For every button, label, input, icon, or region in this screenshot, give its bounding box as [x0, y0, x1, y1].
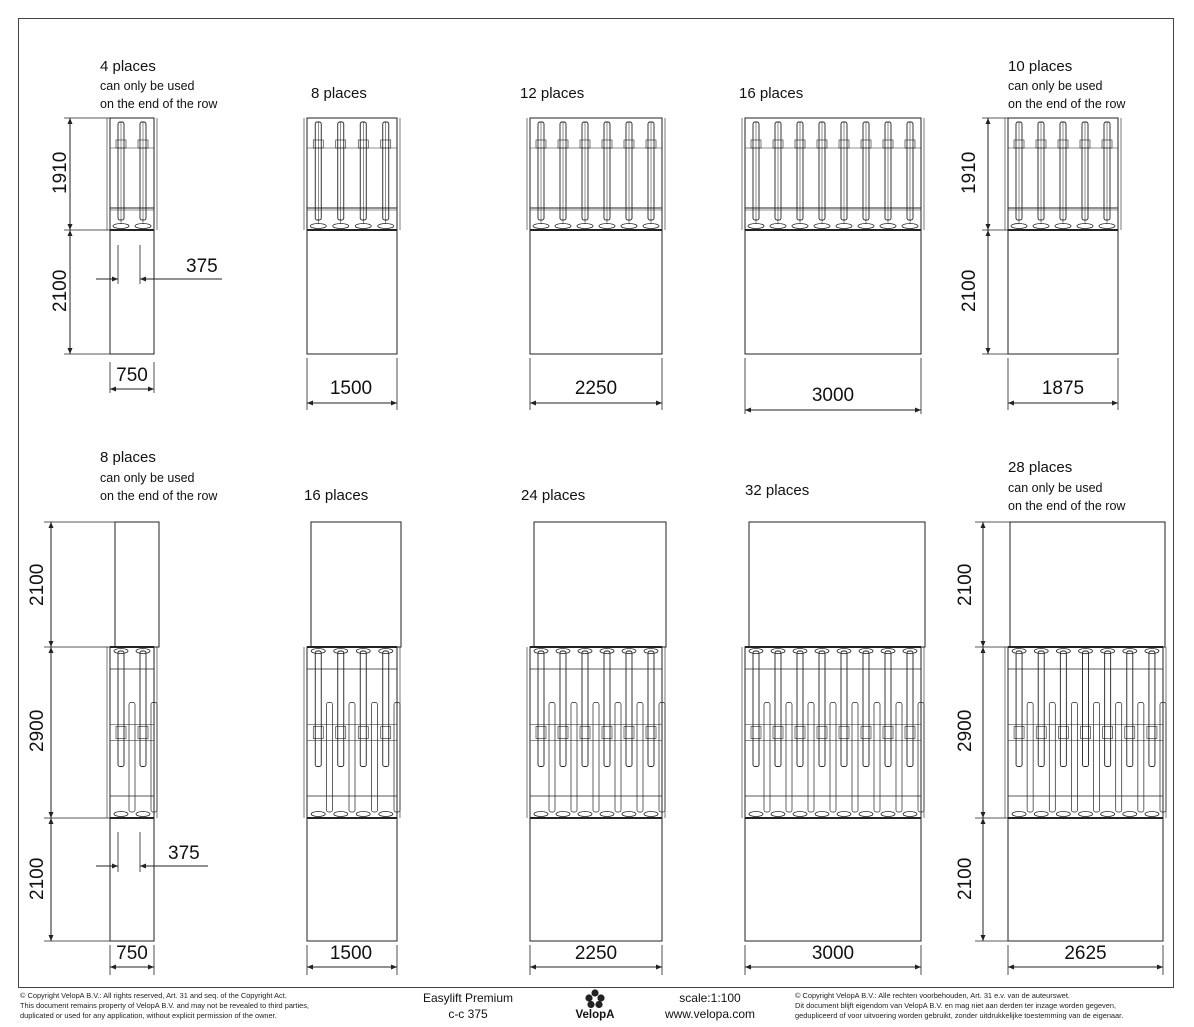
- bottom-3-width: 2250: [574, 943, 618, 964]
- arrowhead: [745, 965, 751, 970]
- bike-clamp: [580, 727, 590, 739]
- bike-clamp: [1147, 727, 1157, 739]
- bike-clamp: [1058, 727, 1068, 739]
- top-3-title: 12 places: [520, 85, 585, 102]
- bottom-5-height-2100-top: 2100: [955, 563, 976, 606]
- wheel-holder: [771, 812, 785, 817]
- bike-lift-arm-lower: [1071, 703, 1077, 813]
- wheel-holder: [533, 224, 549, 229]
- wheel-holder: [379, 812, 393, 817]
- bike-lift-arm-lower: [764, 703, 770, 813]
- bike-lift-arm-upper: [1083, 651, 1089, 767]
- rack-outline: [307, 647, 397, 818]
- arrowhead: [148, 387, 154, 392]
- wheel-holder: [792, 224, 808, 229]
- bike-lift-arm-upper: [315, 651, 321, 767]
- bike-lift-arm-lower: [1049, 703, 1055, 813]
- top-5-width: 1875: [1041, 378, 1085, 399]
- wheel-holder: [555, 224, 571, 229]
- bike-clamp: [839, 727, 849, 739]
- wheel-holder: [880, 224, 896, 229]
- arrowhead: [307, 965, 313, 970]
- arrowhead: [49, 812, 54, 818]
- bike-lift-arm-lower: [1138, 703, 1144, 813]
- bike-clamp: [773, 727, 783, 739]
- bottom-1-height-2100-top: 2100: [27, 563, 48, 606]
- wheel-holder: [858, 224, 874, 229]
- arrowhead: [1008, 965, 1014, 970]
- arrowhead: [391, 401, 397, 406]
- copyright-en-line-3: duplicated or used for any application, without explicit permission of the owner.: [20, 1011, 277, 1020]
- bike-clamp: [817, 727, 827, 739]
- bike-lift-arm-lower: [327, 703, 333, 813]
- top-1-cc-dimension: 375: [186, 256, 218, 277]
- copyright-nl-line-2: Dit document blijft eigendom van VelopA B.V. en mag niet aan derden ter inzage worden gegeven,: [795, 1001, 1117, 1010]
- bike-lift-arm-upper: [907, 651, 913, 767]
- bike-lift-arm-upper: [360, 651, 366, 767]
- aisle-space: [749, 522, 925, 647]
- arrowhead: [915, 965, 921, 970]
- arrowhead: [981, 818, 986, 824]
- arrowhead: [1157, 965, 1163, 970]
- bike-lift-arm-upper: [1105, 651, 1111, 767]
- wheel-holder: [114, 812, 128, 817]
- copyright-en-line-2: This document remains property of VelopA B.V. and may not be revealed to third parties,: [20, 1001, 309, 1010]
- top-5-note-2: on the end of the row: [1008, 97, 1126, 111]
- bike-lift-arm-upper: [841, 651, 847, 767]
- bike-lift-arm-upper: [1127, 651, 1133, 767]
- bike-lift-arm-lower: [1094, 703, 1100, 813]
- bike-lift-arm-lower: [549, 703, 555, 813]
- bottom-1-note-2: on the end of the row: [100, 489, 218, 503]
- arrowhead: [391, 965, 397, 970]
- wheel-holder: [599, 224, 615, 229]
- wheel-holder: [378, 224, 394, 229]
- bottom-5-height-2100-bottom: 2100: [955, 857, 976, 900]
- top-1-note-2: on the end of the row: [100, 97, 218, 111]
- velopa-logo: [570, 988, 620, 1024]
- top-1-height-2100: 2100: [50, 269, 71, 312]
- aisle-space: [745, 230, 921, 354]
- arrowhead: [307, 401, 313, 406]
- bottom-5-title: 28 places: [1008, 459, 1073, 476]
- aisle-space: [307, 230, 397, 354]
- bottom-5-width: 2625: [1064, 943, 1107, 964]
- bike-lift-arm-upper: [1038, 651, 1044, 767]
- wheel-holder: [902, 224, 918, 229]
- bike-lift-arm-upper: [604, 651, 610, 767]
- arrowhead: [140, 864, 146, 869]
- wheel-holder: [903, 812, 917, 817]
- bottom-3-title: 24 places: [521, 487, 586, 504]
- wheel-holder: [135, 224, 151, 229]
- bike-lift-arm-lower: [571, 703, 577, 813]
- bottom-1-note-1: can only be used: [100, 471, 195, 485]
- wheel-holder: [577, 224, 593, 229]
- bottom-5-note-2: on the end of the row: [1008, 499, 1126, 513]
- bike-clamp: [116, 727, 126, 739]
- bottom-1-title: 8 places: [100, 449, 156, 466]
- wheel-holder: [622, 812, 636, 817]
- arrowhead: [656, 965, 662, 970]
- arrowhead: [68, 230, 73, 236]
- bike-lift-arm-lower: [1116, 703, 1122, 813]
- aisle-space: [1008, 818, 1163, 941]
- top-1-note-1: can only be used: [100, 79, 195, 93]
- flower-icon: [570, 988, 620, 1010]
- bike-clamp: [861, 727, 871, 739]
- top-4-title: 16 places: [739, 85, 804, 102]
- wheel-holder: [859, 812, 873, 817]
- bike-lift-arm-lower: [808, 703, 814, 813]
- arrowhead: [986, 230, 991, 236]
- aisle-space: [745, 818, 921, 941]
- bike-clamp: [1081, 727, 1091, 739]
- bike-clamp: [138, 727, 148, 739]
- arrowhead: [148, 965, 154, 970]
- bike-lift-arm-lower: [896, 703, 902, 813]
- arrowhead: [745, 408, 751, 413]
- wheel-holder: [311, 812, 325, 817]
- rack-outline: [307, 118, 397, 230]
- bike-clamp: [558, 727, 568, 739]
- wheel-holder: [1011, 224, 1027, 229]
- bike-clamp: [336, 727, 346, 739]
- bike-lift-arm-upper: [1060, 651, 1066, 767]
- bike-lift-arm-lower: [615, 703, 621, 813]
- wheel-holder: [749, 812, 763, 817]
- arrowhead: [986, 118, 991, 124]
- arrowhead: [530, 965, 536, 970]
- arrowhead: [1112, 401, 1118, 406]
- wheel-holder: [556, 812, 570, 817]
- aisle-space: [110, 230, 154, 354]
- arrowhead: [981, 522, 986, 528]
- bike-lift-arm-upper: [582, 651, 588, 767]
- bike-lift-arm-upper: [1149, 651, 1155, 767]
- arrowhead: [981, 812, 986, 818]
- wheel-holder: [814, 224, 830, 229]
- bike-clamp: [1036, 727, 1046, 739]
- bike-lift-arm-upper: [383, 651, 389, 767]
- wheel-holder: [356, 812, 370, 817]
- bike-lift-arm-upper: [753, 651, 759, 767]
- wheel-holder: [621, 224, 637, 229]
- bottom-2-width: 1500: [329, 943, 373, 964]
- arrowhead: [49, 647, 54, 653]
- bike-lift-arm-upper: [863, 651, 869, 767]
- bike-clamp: [313, 727, 323, 739]
- bike-lift-arm-lower: [372, 703, 378, 813]
- aisle-space: [115, 522, 159, 647]
- bottom-1-width: 750: [116, 943, 148, 964]
- wheel-holder: [837, 812, 851, 817]
- rack-outline: [530, 647, 662, 818]
- bike-lift-arm-upper: [775, 651, 781, 767]
- wheel-holder: [1056, 812, 1070, 817]
- top-2-title: 8 places: [311, 85, 367, 102]
- arrowhead: [68, 348, 73, 354]
- top-2-width: 1500: [329, 378, 373, 399]
- arrowhead: [986, 224, 991, 230]
- bike-lift-arm-upper: [560, 651, 566, 767]
- wheel-holder: [815, 812, 829, 817]
- bike-lift-arm-upper: [648, 651, 654, 767]
- bike-clamp: [795, 727, 805, 739]
- wheel-holder: [748, 224, 764, 229]
- bike-lift-arm-upper: [338, 651, 344, 767]
- wheel-holder: [113, 224, 129, 229]
- aisle-space: [1010, 522, 1165, 647]
- rack-outline: [1008, 647, 1163, 818]
- arrowhead: [981, 647, 986, 653]
- rack-outline: [110, 118, 154, 230]
- arrowhead: [49, 935, 54, 941]
- wheel-holder: [881, 812, 895, 817]
- aisle-space: [530, 230, 662, 354]
- wheel-holder: [1123, 812, 1137, 817]
- bottom-1-height-2900: 2900: [27, 709, 48, 752]
- arrowhead: [68, 224, 73, 230]
- bike-lift-arm-lower: [593, 703, 599, 813]
- top-5-height-1910: 1910: [959, 151, 980, 194]
- bike-lift-arm-lower: [830, 703, 836, 813]
- wheel-holder: [1079, 812, 1093, 817]
- arrowhead: [49, 522, 54, 528]
- bike-lift-arm-upper: [797, 651, 803, 767]
- bike-lift-arm-upper: [885, 651, 891, 767]
- top-3-width: 2250: [574, 378, 618, 399]
- rack-outline: [745, 647, 921, 818]
- wheel-holder: [1033, 224, 1049, 229]
- bike-lift-arm-lower: [349, 703, 355, 813]
- wheel-holder: [770, 224, 786, 229]
- wheel-holder: [310, 224, 326, 229]
- wheel-holder: [600, 812, 614, 817]
- bike-lift-arm-lower: [129, 703, 135, 813]
- wheel-holder: [1055, 224, 1071, 229]
- bike-lift-arm-lower: [874, 703, 880, 813]
- wheel-holder: [334, 812, 348, 817]
- wheel-holder: [836, 224, 852, 229]
- bike-lift-arm-upper: [118, 651, 124, 767]
- top-1-title: 4 places: [100, 58, 156, 75]
- product-name: Easylift Premium: [422, 991, 514, 1005]
- product-spacing: c-c 375: [448, 1007, 488, 1021]
- bottom-1-cc-dimension: 375: [168, 843, 200, 864]
- copyright-nl-line-1: © Copyright VelopA B.V.: Alle rechten voorbehouden, Art. 31 e.v. van de auteurswet.: [795, 991, 1070, 1000]
- bike-lift-arm-upper: [140, 651, 146, 767]
- wheel-holder: [1101, 812, 1115, 817]
- bike-clamp: [646, 727, 656, 739]
- rack-outline: [110, 647, 154, 818]
- bike-lift-arm-upper: [538, 651, 544, 767]
- bike-lift-arm-lower: [852, 703, 858, 813]
- scale-label: scale:1:100: [679, 991, 741, 1005]
- copyright-en-line-1: © Copyright VelopA B.V.: All rights reserved, Art. 31 and seq. of the Copyright Act.: [20, 991, 287, 1000]
- aisle-space: [307, 818, 397, 941]
- arrowhead: [981, 641, 986, 647]
- bike-clamp: [536, 727, 546, 739]
- arrowhead: [915, 408, 921, 413]
- bike-clamp: [381, 727, 391, 739]
- arrowhead: [112, 864, 118, 869]
- aisle-space: [534, 522, 666, 647]
- bike-clamp: [1103, 727, 1113, 739]
- rack-outline: [530, 118, 662, 230]
- top-1-width: 750: [116, 365, 148, 386]
- rack-outline: [745, 118, 921, 230]
- aisle-space: [110, 818, 154, 941]
- top-5-height-2100: 2100: [959, 269, 980, 312]
- bike-clamp: [1125, 727, 1135, 739]
- bike-lift-arm-lower: [637, 703, 643, 813]
- arrowhead: [530, 401, 536, 406]
- arrowhead: [1008, 401, 1014, 406]
- bike-clamp: [602, 727, 612, 739]
- bike-clamp: [905, 727, 915, 739]
- wheel-holder: [793, 812, 807, 817]
- arrowhead: [49, 641, 54, 647]
- aisle-space: [311, 522, 401, 647]
- wheel-holder: [534, 812, 548, 817]
- arrowhead: [986, 348, 991, 354]
- copyright-nl-line-3: gedupliceerd of voor uitvoering worden gebruikt, zonder uitdrukkelijke toestemming van de eigenaar.: [795, 1011, 1124, 1020]
- bike-lift-arm-lower: [1027, 703, 1033, 813]
- bike-clamp: [751, 727, 761, 739]
- wheel-holder: [578, 812, 592, 817]
- bike-clamp: [1014, 727, 1024, 739]
- arrowhead: [68, 118, 73, 124]
- wheel-holder: [1099, 224, 1115, 229]
- bottom-1-height-2100-bottom: 2100: [27, 857, 48, 900]
- wheel-holder: [1034, 812, 1048, 817]
- arrowhead: [110, 965, 116, 970]
- wheel-holder: [643, 224, 659, 229]
- wheel-holder: [1012, 812, 1026, 817]
- bottom-4-title: 32 places: [745, 482, 810, 499]
- wheel-holder: [1077, 224, 1093, 229]
- wheel-holder: [333, 224, 349, 229]
- wheel-holder: [136, 812, 150, 817]
- aisle-space: [1008, 230, 1118, 354]
- top-4-width: 3000: [811, 385, 855, 406]
- bottom-4-width: 3000: [811, 943, 855, 964]
- wheel-holder: [1145, 812, 1159, 817]
- website-label: www.velopa.com: [664, 1007, 756, 1021]
- bike-clamp: [624, 727, 634, 739]
- top-1-height-1910: 1910: [50, 151, 71, 194]
- brand-name: VelopA: [575, 1009, 615, 1021]
- bottom-5-height-2900: 2900: [955, 709, 976, 752]
- arrowhead: [110, 387, 116, 392]
- wheel-holder: [644, 812, 658, 817]
- wheel-holder: [355, 224, 371, 229]
- arrowhead: [49, 818, 54, 824]
- bike-lift-arm-upper: [1016, 651, 1022, 767]
- arrowhead: [112, 277, 118, 282]
- top-5-note-1: can only be used: [1008, 79, 1103, 93]
- arrowhead: [140, 277, 146, 282]
- bike-clamp: [358, 727, 368, 739]
- bike-lift-arm-upper: [819, 651, 825, 767]
- arrowhead: [656, 401, 662, 406]
- top-5-title: 10 places: [1008, 58, 1073, 75]
- arrowhead: [981, 935, 986, 941]
- bottom-2-title: 16 places: [304, 487, 369, 504]
- bike-lift-arm-upper: [626, 651, 632, 767]
- bike-lift-arm-lower: [786, 703, 792, 813]
- aisle-space: [530, 818, 662, 941]
- bottom-5-note-1: can only be used: [1008, 481, 1103, 495]
- bike-clamp: [883, 727, 893, 739]
